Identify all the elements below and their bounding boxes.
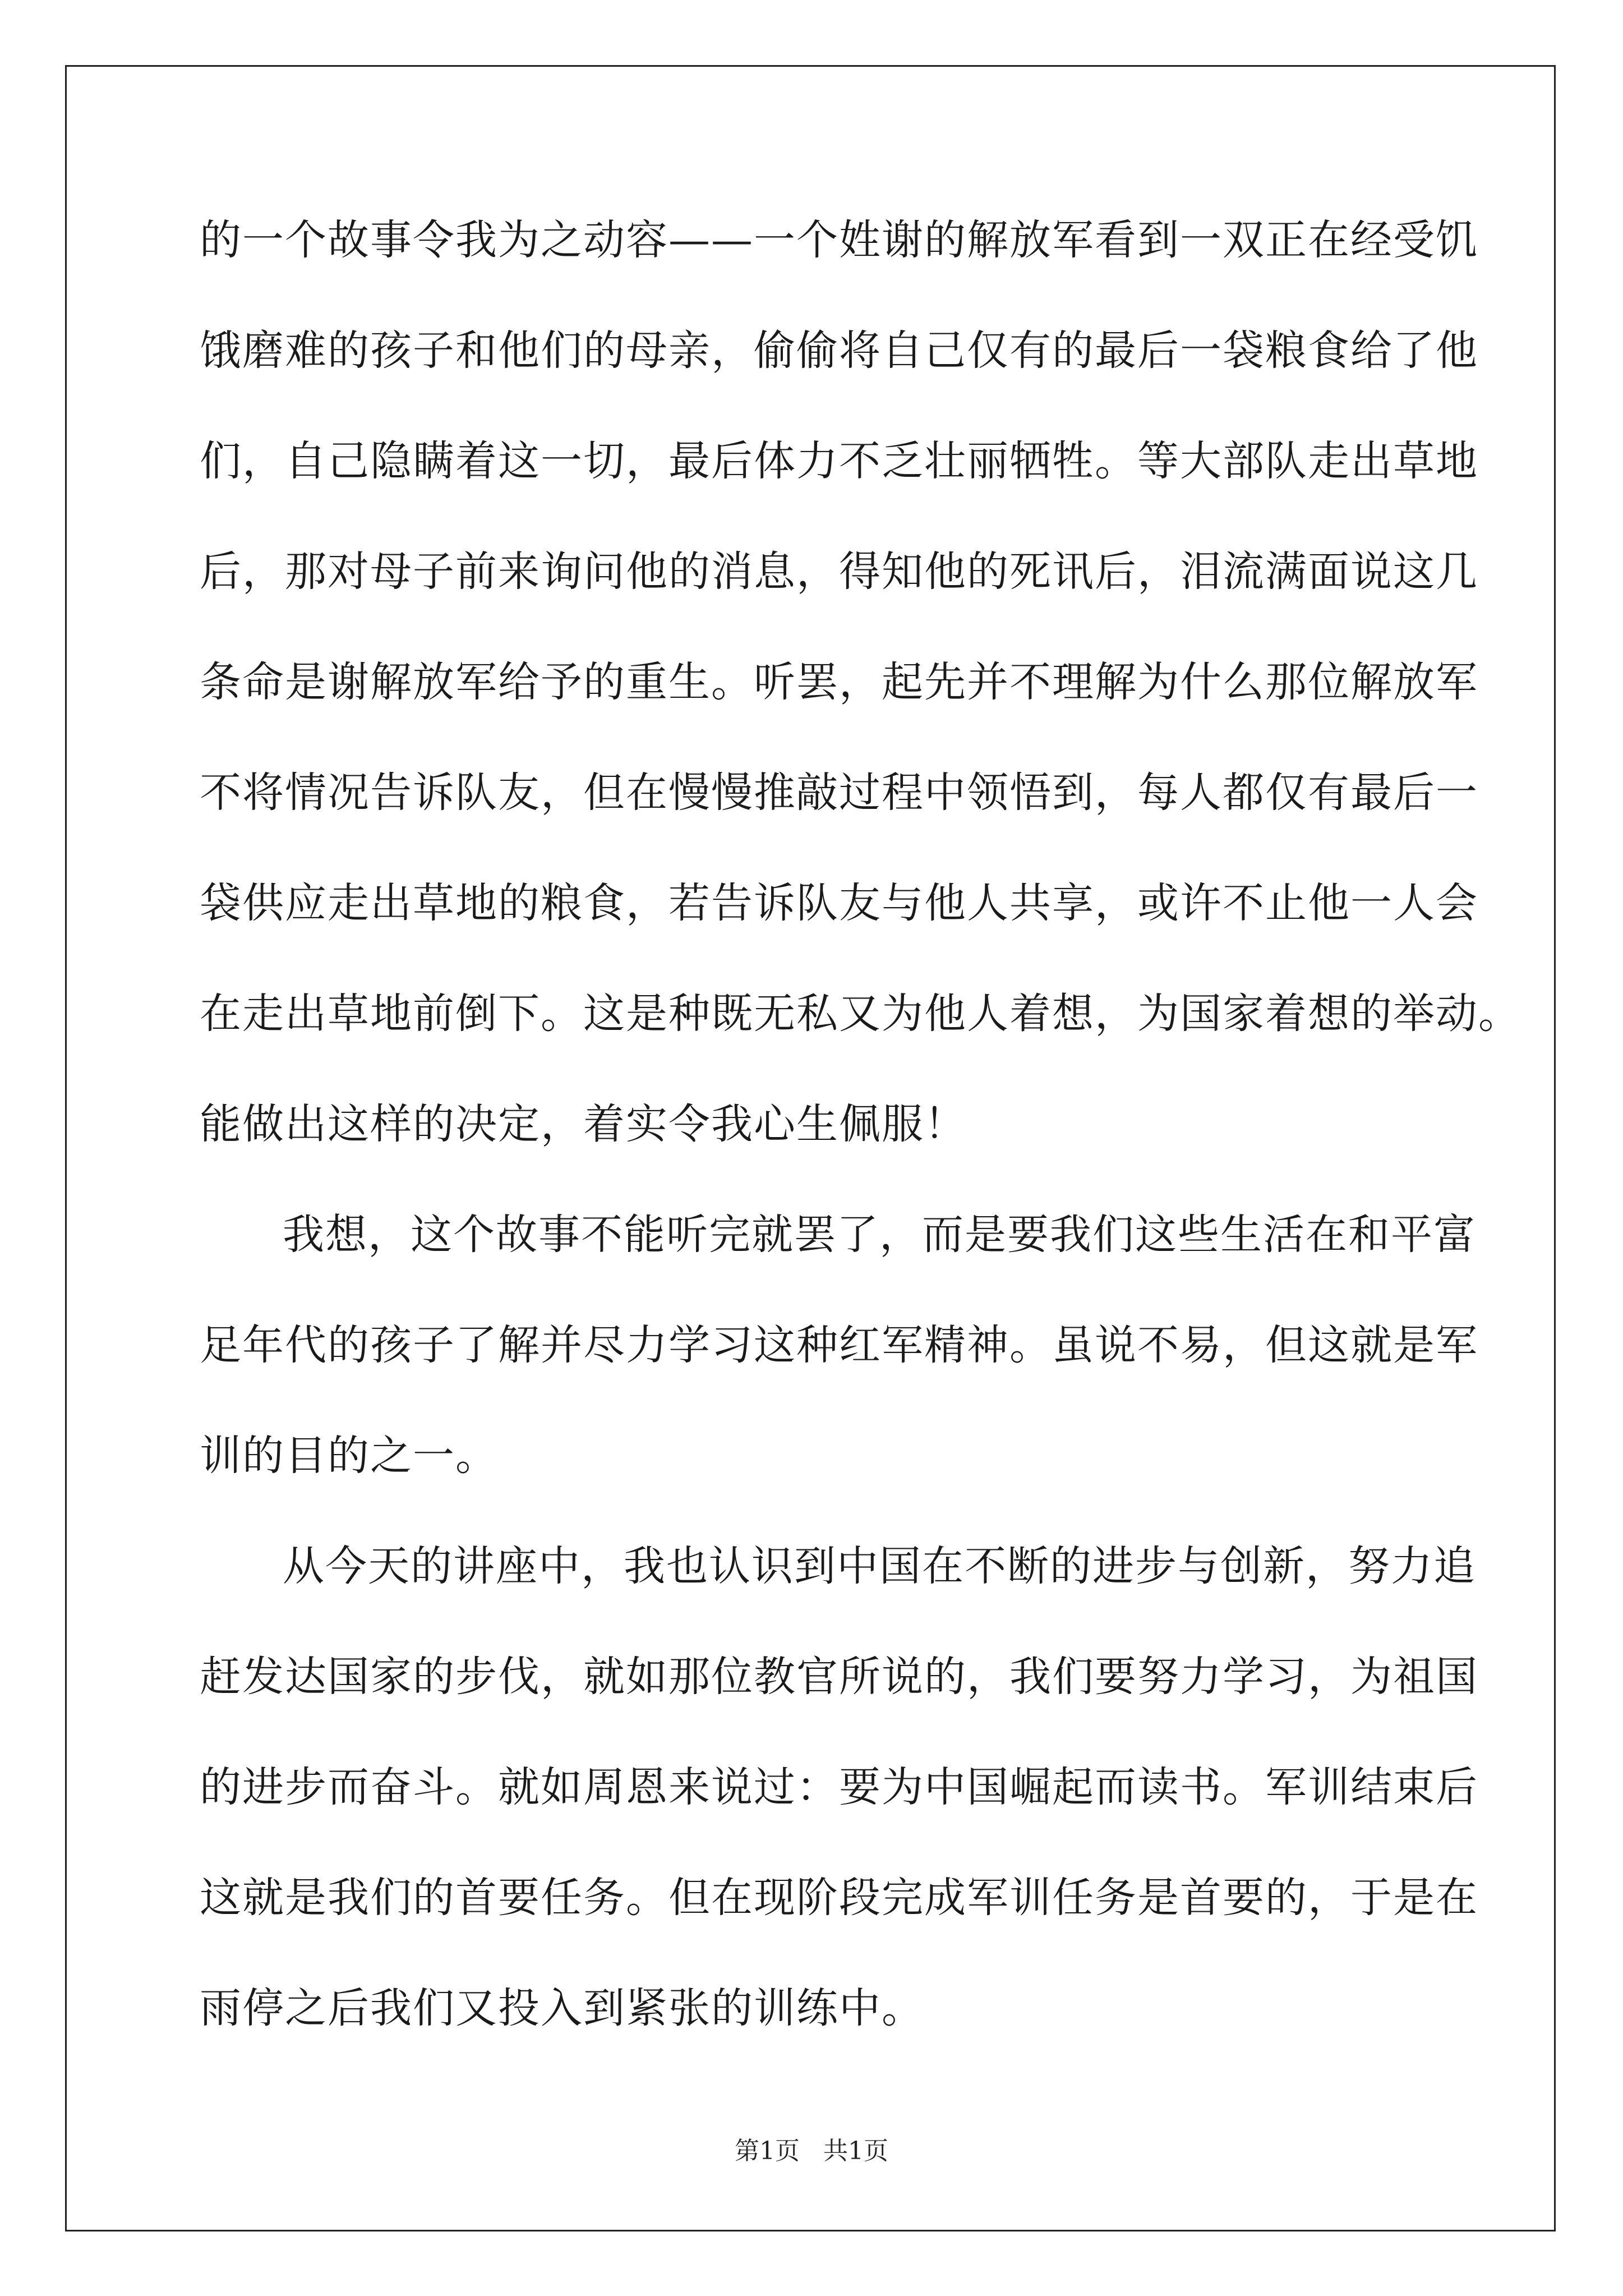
page-footer bbox=[0, 2134, 1623, 2168]
page-number-current: 第1页 bbox=[735, 2137, 800, 2165]
text-line: 赶发达国家的步伐，就如那位教官所说的，我们要努力学习，为祖国 bbox=[200, 1653, 1478, 1701]
text-line: 的一个故事令我为之动容——一个姓谢的解放军看到一双正在经受饥 bbox=[200, 216, 1478, 264]
text-line: 们，自己隐瞒着这一切，最后体力不乏壮丽牺牲。等大部队走出草地 bbox=[200, 437, 1478, 485]
text-line: 的进步而奋斗。就如周恩来说过：要为中国崛起而读书。军训结束后 bbox=[200, 1763, 1478, 1811]
text-line: 不将情况告诉队友，但在慢慢推敲过程中领悟到，每人都仅有最后一 bbox=[200, 769, 1478, 817]
text-line: 雨停之后我们又投入到紧张的训练中。 bbox=[200, 1984, 924, 2032]
text-line: 在走出草地前倒下。这是种既无私又为他人着想，为国家着想的举动。 bbox=[200, 990, 1521, 1038]
text-line: 足年代的孩子了解并尽力学习这种红军精神。虽说不易，但这就是军 bbox=[200, 1321, 1478, 1369]
document-body bbox=[200, 209, 1521, 2087]
text-line: 袋供应走出草地的粮食，若告诉队友与他人共享，或许不止他一人会 bbox=[200, 879, 1478, 927]
text-line: 这就是我们的首要任务。但在现阶段完成军训任务是首要的，于是在 bbox=[200, 1874, 1478, 1922]
text-line: 饿磨难的孩子和他们的母亲，偷偷将自己仅有的最后一袋粮食给了他 bbox=[200, 326, 1478, 375]
page-number-total: 共1页 bbox=[823, 2137, 888, 2165]
text-line: 条命是谢解放军给予的重生。听罢，起先并不理解为什么那位解放军 bbox=[200, 658, 1478, 706]
text-line: 后，那对母子前来询问他的消息，得知他的死讯后，泪流满面说这几 bbox=[200, 547, 1478, 596]
paragraph-first-line: 从今天的讲座中，我也认识到中国在不断的进步与创新，努力追 bbox=[283, 1542, 1476, 1590]
text-line: 能做出这样的决定，着实令我心生佩服！ bbox=[200, 1100, 967, 1148]
text-line: 训的目的之一。 bbox=[200, 1432, 498, 1480]
paragraph-first-line: 我想，这个故事不能听完就罢了，而是要我们这些生活在和平富 bbox=[283, 1211, 1476, 1259]
